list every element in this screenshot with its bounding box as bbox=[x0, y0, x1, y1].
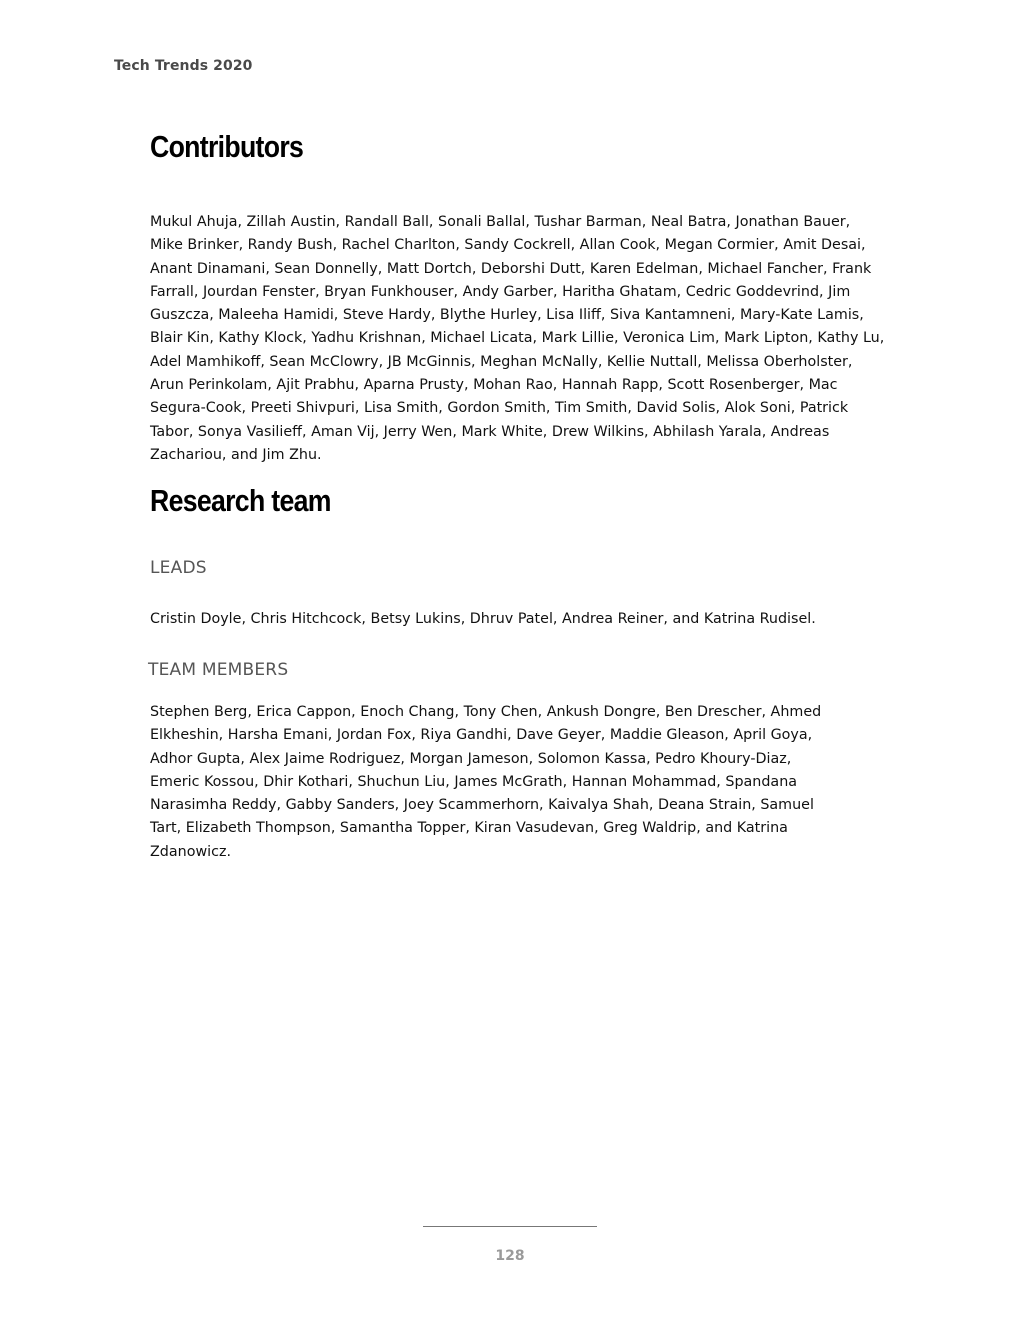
contributors-list: Mukul Ahuja, Zillah Austin, Randall Ball, Sonali Ballal, Tushar Barman, Neal Batra, Jonathan Bauer, Mike Brinker, Randy Bush, Rachel Charlton, Sandy Cockrell, Allan Cook, Megan Cormier, Amit Desai, Anant Dinamani, Sean Donnelly, Matt Dortch, Deborshi Dutt, Karen Edelman, Michael Fancher, Frank Farrall, Jourdan Fenster, Bryan Funkhouser, Andy Garber, Haritha Ghatam, Cedric Goddevrind, Jim Guszcza, Maleeha Hamidi, Steve Hardy, Blythe Hurley, Lisa Iliff, Siva Kantamneni, Mary-Kate Lamis, Blair Kin, Kathy Klock, Yadhu Krishnan, Michael Licata, Mark Lillie, Veronica Lim, Mark Lipton, Kathy Lu, Adel Mamhikoff, Sean McClowry, JB McGinnis, Meghan McNally, Kellie Nuttall, Melissa Oberholster, Arun Perinkolam, Ajit Prabhu, Aparna Prusty, Mohan Rao, Hannah Rapp, Scott Rosenberger, Mac Segura-Cook, Preeti Shivpuri, Lisa Smith, Gordon Smith, Tim Smith, David Solis, Alok Soni, Patrick Tabor, Sonya Vasilieff, Aman Vij, Jerry Wen, Mark White, Drew Wilkins, Abhilash Yarala, Andreas Zachariou, and Jim Zhu. bbox=[150, 214, 885, 463]
leads-label: LEADS bbox=[150, 558, 207, 578]
leads-list: Cristin Doyle, Chris Hitchcock, Betsy Lukins, Dhruv Patel, Andrea Reiner, and Katrina Rudisel. bbox=[150, 611, 816, 627]
page-number: 128 bbox=[495, 1248, 525, 1264]
research-team-heading: Research team bbox=[150, 483, 331, 518]
team-members-label: TEAM MEMBERS bbox=[148, 660, 289, 680]
running-header: Tech Trends 2020 bbox=[114, 58, 253, 74]
footer-divider bbox=[423, 1226, 597, 1227]
contributors-heading: Contributors bbox=[150, 129, 304, 164]
team-members-list: Stephen Berg, Erica Cappon, Enoch Chang, Tony Chen, Ankush Dongre, Ben Drescher, Ahmed Elkheshin, Harsha Emani, Jordan Fox, Riya Gandhi, Dave Geyer, Maddie Gleason, April Goya, Adhor Gupta, Alex Jaime Rodriguez, Morgan Jameson, Solomon Kassa, Pedro Khoury-Diaz, Emeric Kossou, Dhir Kothari, Shuchun Liu, James McGrath, Hannan Mohammad, Spandana Narasimha Reddy, Gabby Sanders, Joey Scammerhorn, Kaivalya Shah, Deana Strain, Samuel Tart, Elizabeth Thompson, Samantha Topper, Kiran Vasudevan, Greg Waldrip, and Katrina Zdanowicz. bbox=[150, 704, 822, 860]
